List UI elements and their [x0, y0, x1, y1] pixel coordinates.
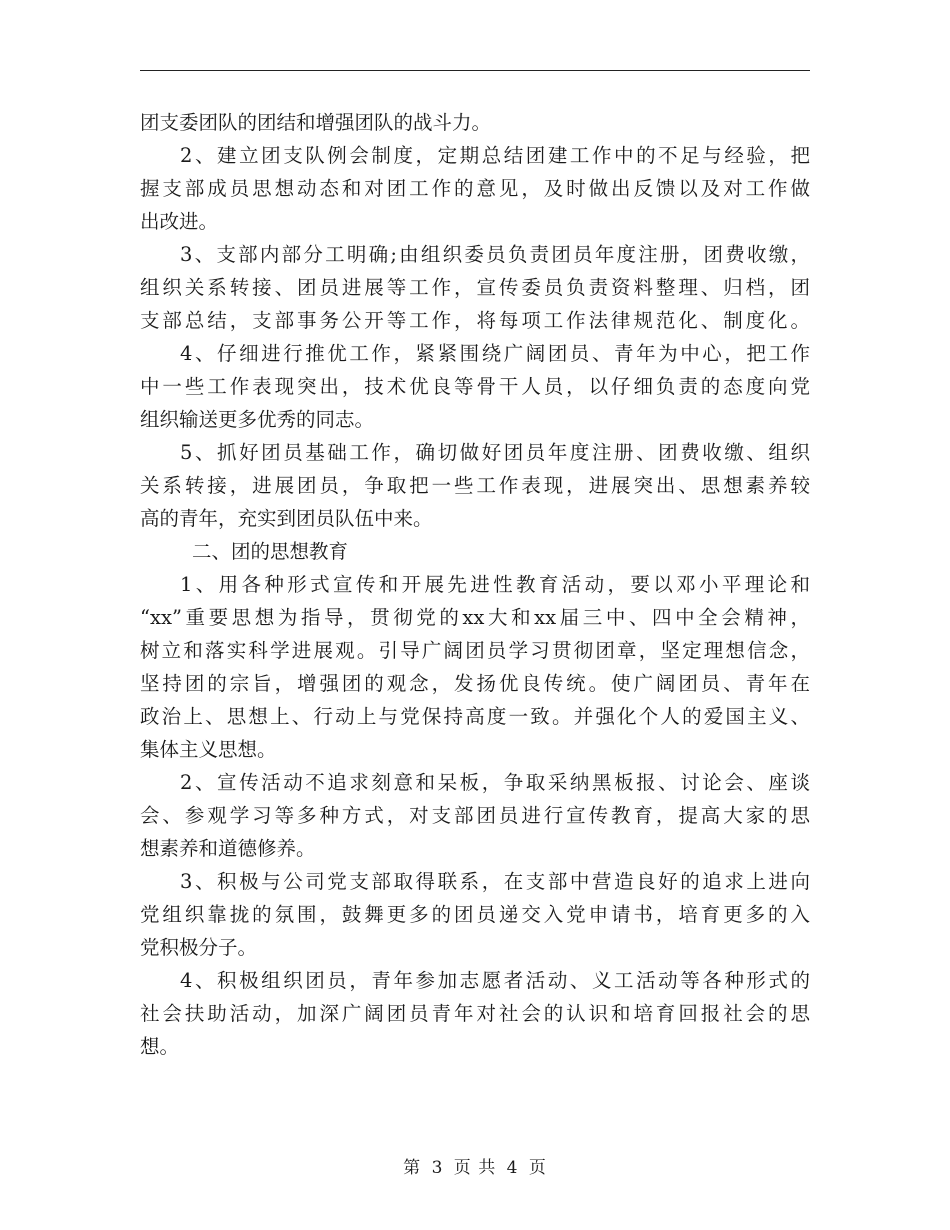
text-line: 想素养和道德修养。 — [140, 837, 316, 860]
text-line: 高的青年，充实到团员队伍中来。 — [140, 507, 433, 530]
page-footer — [0, 1153, 950, 1178]
text-line: 树立和落实科学进展观。引导广阔团员学习贯彻团章，坚定理想信念， — [140, 639, 810, 662]
text-line: 3、积极与公司党支部取得联系，在支部中营造良好的追求上进向 — [180, 870, 810, 893]
text-line: “xx”重要思想为指导，贯彻党的xx大和xx届三中、四中全会精神， — [140, 606, 810, 629]
footer-suffix: 页 — [528, 1158, 547, 1178]
text-line: 关系转接，进展团员，争取把一些工作表现，进展突出、思想素养较 — [140, 474, 810, 497]
text-line: 坚持团的宗旨，增强团的观念，发扬优良传统。使广阔团员、青年在 — [140, 672, 810, 695]
text-line: 会、参观学习等多种方式，对支部团员进行宣传教育，提高大家的思 — [140, 804, 810, 827]
text-line: 5、抓好团员基础工作，确切做好团员年度注册、团费收缴、组织 — [180, 441, 810, 464]
text-line: 4、积极组织团员，青年参加志愿者活动、义工活动等各种形式的 — [180, 969, 810, 992]
current-page-number: 3 — [431, 1158, 444, 1178]
text-line: 组织输送更多优秀的同志。 — [140, 408, 375, 431]
text-line: 握支部成员思想动态和对团工作的意见，及时做出反馈以及对工作做 — [140, 177, 810, 200]
text-line: 1、用各种形式宣传和开展先进性教育活动，要以邓小平理论和 — [180, 573, 810, 596]
text-line: 3、支部内部分工明确;由组织委员负责团员年度注册，团费收缴， — [180, 243, 810, 266]
text-line: 2、宣传活动不追求刻意和呆板，争取采纳黑板报、讨论会、座谈 — [180, 771, 810, 794]
header-rule — [140, 70, 810, 71]
text-line: 2、建立团支队例会制度，定期总结团建工作中的不足与经验，把 — [180, 144, 810, 167]
text-line: 支部总结，支部事务公开等工作，将每项工作法律规范化、制度化。 — [140, 309, 810, 332]
text-line: 中一些工作表现突出，技术优良等骨干人员，以仔细负责的态度向党 — [140, 375, 810, 398]
text-line: 想。 — [140, 1035, 180, 1058]
section-heading: 二、团的思想教育 — [192, 540, 349, 563]
text-line: 党积极分子。 — [140, 936, 258, 959]
text-line: 集体主义思想。 — [140, 738, 277, 761]
text-line: 4、仔细进行推优工作，紧紧围绕广阔团员、青年为中心，把工作 — [180, 342, 810, 365]
text-line: 出改进。 — [140, 210, 219, 233]
document-body — [140, 106, 810, 1063]
total-page-count: 4 — [506, 1158, 519, 1178]
text-line: 党组织靠拢的氛围，鼓舞更多的团员递交入党申请书，培育更多的入 — [140, 903, 810, 926]
footer-middle: 页 共 — [453, 1158, 497, 1178]
text-line: 政治上、思想上、行动上与党保持高度一致。并强化个人的爱国主义、 — [140, 705, 810, 728]
text-line: 组织关系转接、团员进展等工作，宣传委员负责资料整理、归档，团 — [140, 276, 810, 299]
text-line: 社会扶助活动，加深广阔团员青年对社会的认识和培育回报社会的思 — [140, 1002, 810, 1025]
footer-prefix: 第 — [403, 1158, 422, 1178]
text-line: 团支委团队的团结和增强团队的战斗力。 — [140, 111, 492, 134]
